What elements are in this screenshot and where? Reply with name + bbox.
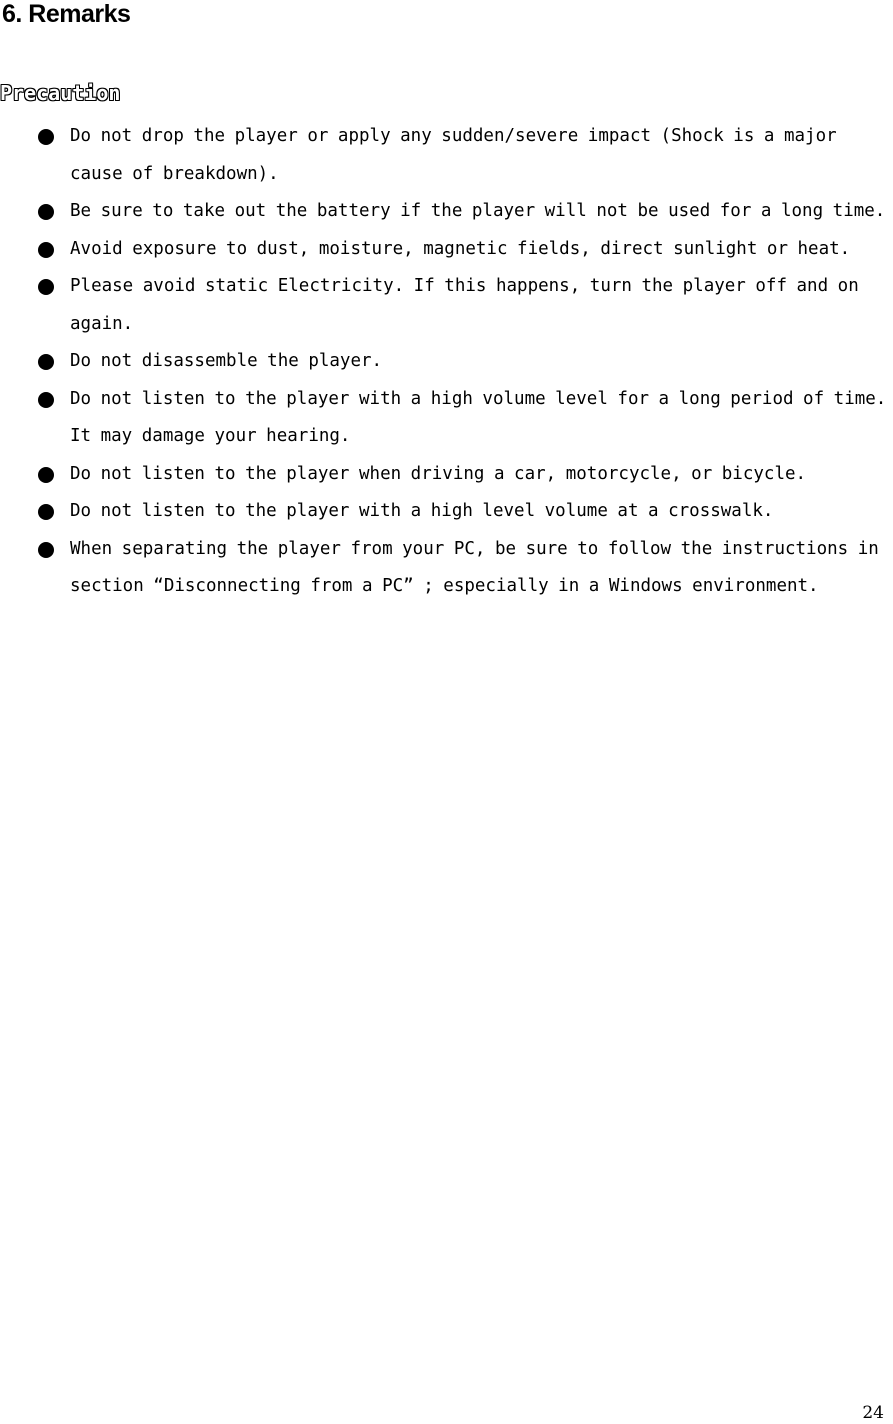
bullet-icon bbox=[38, 279, 54, 295]
list-item-text: Do not drop the player or apply any sudden/severe impact (Shock is a major cause of breakdown). bbox=[70, 126, 837, 184]
list-item-text: Please avoid static Electricity. If this happens, turn the player off and on again. bbox=[70, 276, 859, 334]
bullet-icon bbox=[38, 129, 54, 145]
list-item bbox=[38, 268, 888, 343]
list-item-text: Do not listen to the player with a high volume level for a long period of time. It may damage your hearing. bbox=[70, 388, 887, 446]
list-item bbox=[38, 493, 888, 531]
page-number: 24 bbox=[862, 1403, 884, 1423]
bullet-icon bbox=[38, 542, 54, 558]
list-item bbox=[38, 343, 888, 381]
list-item bbox=[38, 231, 888, 269]
bullet-icon bbox=[38, 204, 54, 220]
precaution-heading: Precaution bbox=[0, 81, 121, 105]
list-item bbox=[38, 118, 888, 193]
bullet-icon bbox=[38, 354, 54, 370]
bullet-icon bbox=[38, 242, 54, 258]
precaution-list bbox=[38, 118, 888, 606]
bullet-icon bbox=[38, 467, 54, 483]
list-item bbox=[38, 193, 888, 231]
bullet-icon bbox=[38, 504, 54, 520]
list-item bbox=[38, 381, 888, 456]
list-item-text: Do not listen to the player when driving a car, motorcycle, or bicycle. bbox=[70, 463, 807, 484]
list-item bbox=[38, 456, 888, 494]
list-item-text: Avoid exposure to dust, moisture, magnetic fields, direct sunlight or heat. bbox=[70, 238, 851, 259]
list-item-text: When separating the player from your PC, be sure to follow the instructions in section “Disconnecting from a PC” ; especially in a Windows environment. bbox=[70, 538, 879, 596]
section-title: 6. Remarks bbox=[2, 0, 131, 28]
list-item-text: Do not disassemble the player. bbox=[70, 351, 383, 371]
list-item bbox=[38, 531, 888, 606]
list-item-text: Do not listen to the player with a high level volume at a crosswalk. bbox=[70, 501, 774, 521]
list-item-text: Be sure to take out the battery if the player will not be used for a long time. bbox=[70, 201, 886, 221]
bullet-icon bbox=[38, 392, 54, 408]
